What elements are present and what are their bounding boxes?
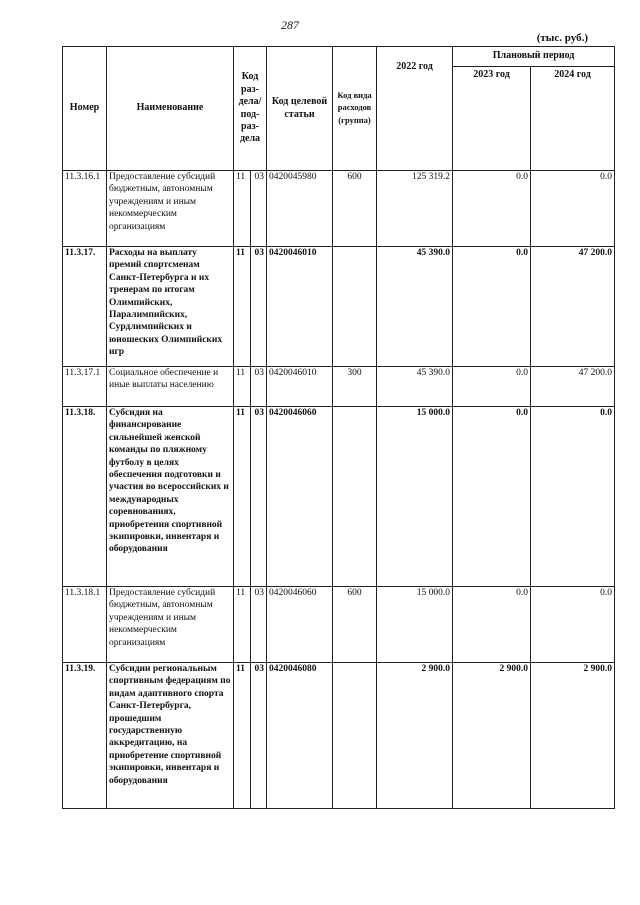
row-subsection: 03 bbox=[251, 247, 267, 367]
row-kind: 300 bbox=[333, 367, 377, 407]
header-2024: 2024 год bbox=[531, 67, 615, 171]
row-section: 11 bbox=[234, 367, 251, 407]
row-target: 0420046080 bbox=[267, 663, 333, 809]
table-row bbox=[63, 171, 615, 247]
row-section: 11 bbox=[234, 587, 251, 663]
row-2022: 45 390.0 bbox=[377, 247, 453, 367]
header-target: Код целевой статьи bbox=[267, 47, 333, 171]
row-2022: 2 900.0 bbox=[377, 663, 453, 809]
row-2024: 0.0 bbox=[531, 587, 615, 663]
row-kind: 600 bbox=[333, 587, 377, 663]
units-label: (тыс. руб.) bbox=[536, 32, 588, 44]
row-2023: 0.0 bbox=[453, 407, 531, 587]
table-row bbox=[63, 247, 615, 367]
row-section: 11 bbox=[234, 247, 251, 367]
row-2023: 2 900.0 bbox=[453, 663, 531, 809]
row-number: 11.3.17. bbox=[63, 247, 107, 367]
row-kind bbox=[333, 247, 377, 367]
row-number: 11.3.18.1 bbox=[63, 587, 107, 663]
row-2024: 0.0 bbox=[531, 407, 615, 587]
row-number: 11.3.16.1 bbox=[63, 171, 107, 247]
row-2024: 47 200.0 bbox=[531, 247, 615, 367]
row-2024: 47 200.0 bbox=[531, 367, 615, 407]
row-target: 0420046010 bbox=[267, 367, 333, 407]
row-subsection: 03 bbox=[251, 171, 267, 247]
row-target: 0420045980 bbox=[267, 171, 333, 247]
row-2022: 125 319.2 bbox=[377, 171, 453, 247]
row-2023: 0.0 bbox=[453, 247, 531, 367]
header-2023: 2023 год bbox=[453, 67, 531, 171]
row-target: 0420046010 bbox=[267, 247, 333, 367]
header-planned-period: Плановый период bbox=[453, 47, 615, 67]
row-name: Субсидия на финансирование сильнейшей женской команды по пляжному футболу в целях обеспечения подготовки и участия во всероссийских и международных соревнованиях, приобретения спортивной экипировки, инвентаря и оборудования bbox=[107, 407, 234, 587]
row-kind bbox=[333, 407, 377, 587]
row-number: 11.3.17.1 bbox=[63, 367, 107, 407]
row-subsection: 03 bbox=[251, 663, 267, 809]
row-2024: 2 900.0 bbox=[531, 663, 615, 809]
table-row bbox=[63, 663, 615, 809]
row-name: Социальное обеспечение и иные выплаты населению bbox=[107, 367, 234, 407]
row-number: 11.3.18. bbox=[63, 407, 107, 587]
row-section: 11 bbox=[234, 407, 251, 587]
header-name: Наименование bbox=[107, 47, 234, 171]
table-row bbox=[63, 367, 615, 407]
row-2023: 0.0 bbox=[453, 367, 531, 407]
header-kind: Код вида расходов (группа) bbox=[333, 47, 377, 171]
row-section: 11 bbox=[234, 663, 251, 809]
table-row bbox=[63, 407, 615, 587]
row-name: Субсидии региональным спортивным федерациям по видам адаптивного спорта Санкт-Петербурга, прошедшим государственную аккредитацию, на приобретение спортивной экипировки, инвентаря и оборудования bbox=[107, 663, 234, 809]
row-name: Предоставление субсидий бюджетным, автономным учреждениям и иным некоммерческим организациям bbox=[107, 171, 234, 247]
row-2023: 0.0 bbox=[453, 587, 531, 663]
row-kind bbox=[333, 663, 377, 809]
row-number: 11.3.19. bbox=[63, 663, 107, 809]
row-subsection: 03 bbox=[251, 407, 267, 587]
row-2022: 15 000.0 bbox=[377, 587, 453, 663]
header-section: Код раз-дела/ под-раз-дела bbox=[234, 47, 267, 171]
header-2022: 2022 год bbox=[377, 47, 453, 171]
row-kind: 600 bbox=[333, 171, 377, 247]
row-subsection: 03 bbox=[251, 367, 267, 407]
row-2023: 0.0 bbox=[453, 171, 531, 247]
page-number: 287 bbox=[281, 18, 299, 32]
budget-table bbox=[62, 46, 615, 809]
row-2022: 45 390.0 bbox=[377, 367, 453, 407]
row-2024: 0.0 bbox=[531, 171, 615, 247]
table-row bbox=[63, 587, 615, 663]
row-subsection: 03 bbox=[251, 587, 267, 663]
row-target: 0420046060 bbox=[267, 587, 333, 663]
header-number: Номер bbox=[63, 47, 107, 171]
row-2022: 15 000.0 bbox=[377, 407, 453, 587]
row-section: 11 bbox=[234, 171, 251, 247]
row-name: Расходы на выплату премий спортсменам Санкт-Петербурга и их тренерам по итогам Олимпийских, Паралимпийских, Сурдлимпийских и юношеских Олимпийских игр bbox=[107, 247, 234, 367]
row-target: 0420046060 bbox=[267, 407, 333, 587]
row-name: Предоставление субсидий бюджетным, автономным учреждениям и иным некоммерческим организациям bbox=[107, 587, 234, 663]
